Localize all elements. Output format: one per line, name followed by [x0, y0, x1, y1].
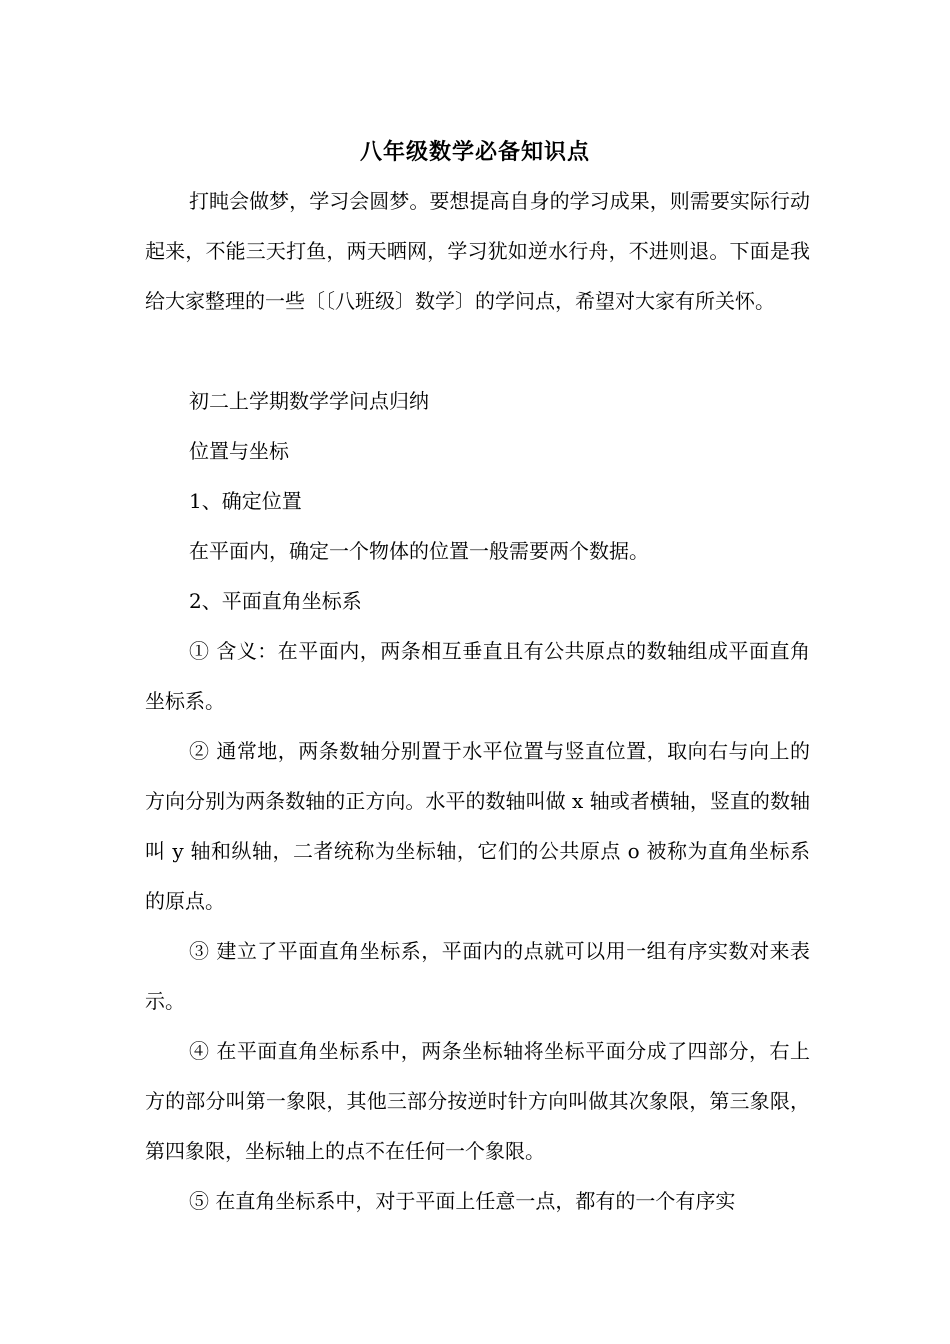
- paragraph-topic: 位置与坐标: [189, 439, 289, 463]
- document-title: 八年级数学必备知识点: [359, 139, 590, 165]
- paragraph-subheading-1: 1、确定位置: [189, 489, 302, 513]
- paragraph-section-heading: 初二上学期数学学问点归纳: [189, 389, 429, 413]
- paragraph-position-text: 在平面内，确定一个物体的位置一般需要两个数据。: [189, 539, 649, 563]
- paragraph-item-3: ③ 建立了平面直角坐标系，平面内的点就可以用一组有序实数对来表示。: [145, 939, 810, 1013]
- paragraph-item-1: ① 含义：在平面内，两条相互垂直且有公共原点的数轴组成平面直角坐标系。: [145, 639, 810, 713]
- paragraph-subheading-2: 2、平面直角坐标系: [189, 589, 362, 613]
- paragraph-intro: 打盹会做梦，学习会圆梦。要想提高自身的学习成果，则需要实际行动起来，不能三天打鱼，两天晒网，学习犹如逆水行舟，不进则退。下面是我给大家整理的一些〔〔八班级〕数学〕的学问点，希望对大家有所关怀。: [145, 189, 810, 313]
- paragraph-item-4: ④ 在平面直角坐标系中，两条坐标轴将坐标平面分成了四部分，右上方的部分叫第一象限，其他三部分按逆时针方向叫做其次象限，第三象限，第四象限，坐标轴上的点不在任何一个象限。: [145, 1039, 810, 1163]
- paragraph-item-5: ⑤ 在直角坐标系中，对于平面上任意一点，都有的一个有序实: [189, 1189, 736, 1213]
- paragraph-item-2: ② 通常地，两条数轴分别置于水平位置与竖直位置，取向右与向上的方向分别为两条数轴的正方向。水平的数轴叫做 x 轴或者横轴，竖直的数轴叫 y 轴和纵轴，二者统称为坐标轴，它们的公共原点 o 被称为直角坐标系的原点。: [145, 739, 810, 913]
